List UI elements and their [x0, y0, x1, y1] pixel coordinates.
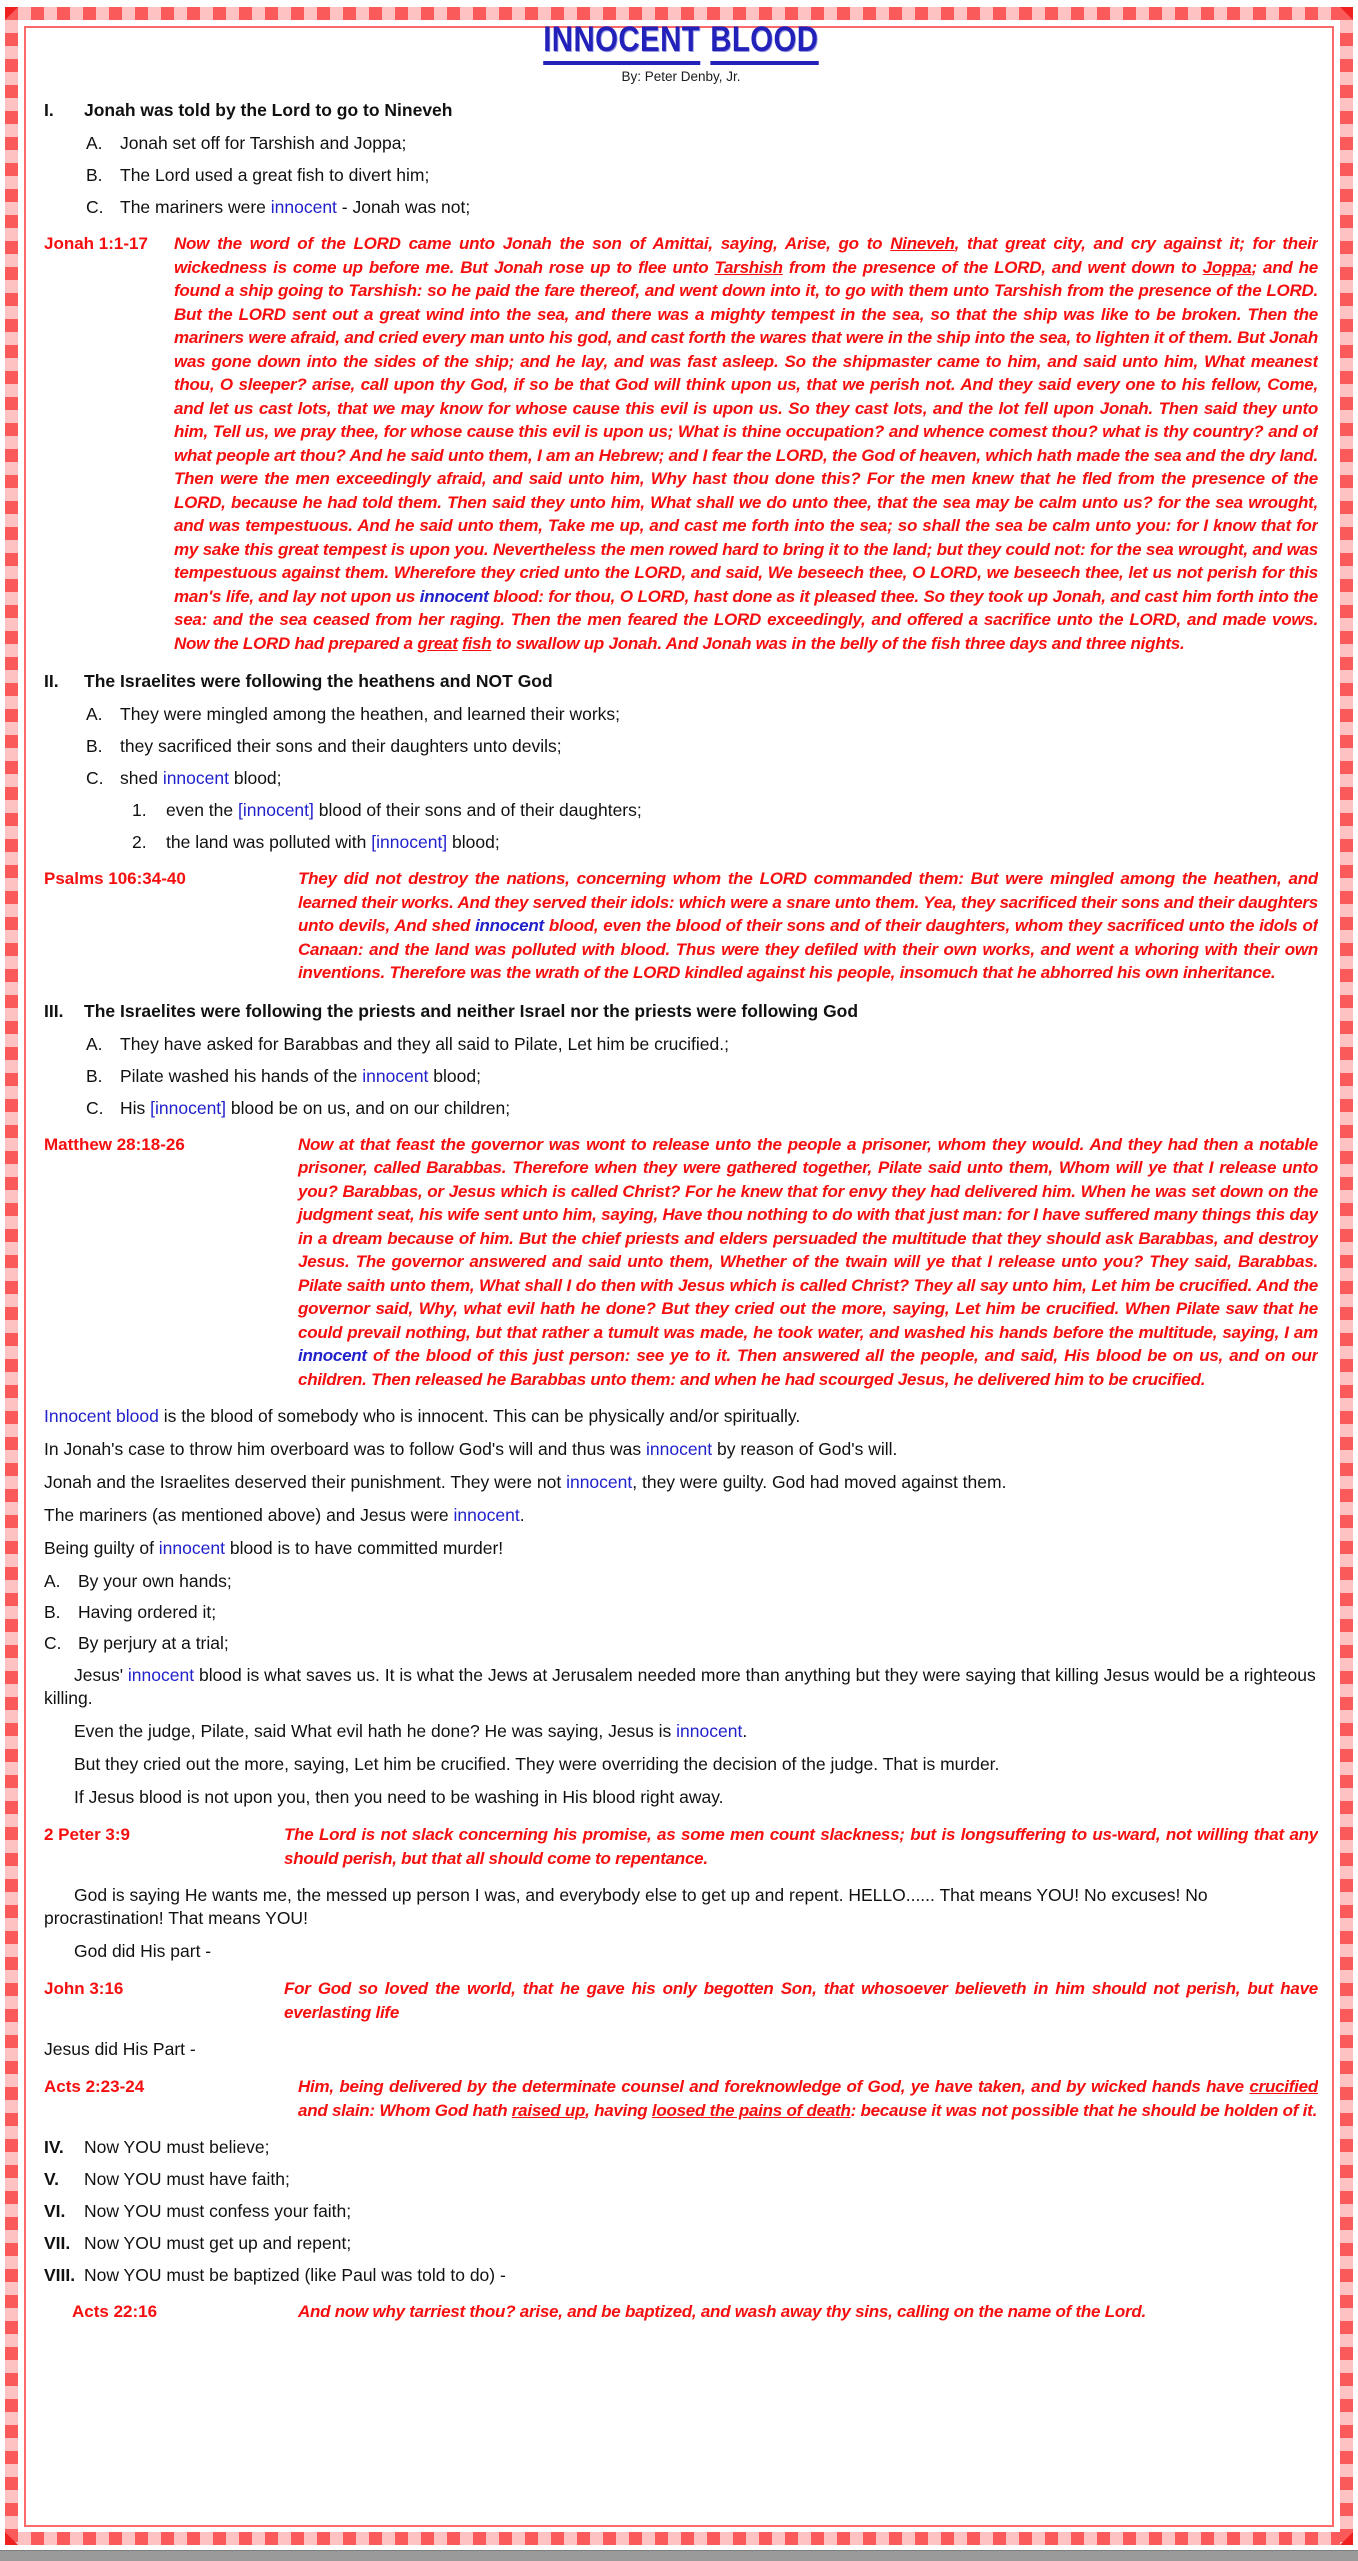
border-right-checker [1340, 7, 1353, 2545]
scripture-text: They did not destroy the nations, concerning whom the LORD commanded them: But were mingled among the heathen, and learned their works. And they served their idols: which were a snare unto them. Yea, they sacrificed their sons and their daughters unto devils, And shed innocent blood, even the blood of their sons and of their daughters, whom they sacrificed unto the idols of Canaan: and the land was polluted with blood. Thus were they defiled with their own works, and went a whoring with their own inventions. Therefore was the wrath of the LORD kindled against his people, insomuch that he abhorred his own inheritance. [298, 869, 1318, 982]
scripture-reference: 2 Peter 3:9 [44, 1825, 130, 1844]
scripture-quote-matthew [44, 1133, 1318, 1392]
section-3-heading [44, 1000, 1318, 1022]
highlight-innocent: [innocent] [371, 832, 448, 852]
section-8-text: Now YOU must be baptized (like Paul was told to do) - [84, 2265, 506, 2285]
scripture-quote-john [44, 1977, 1318, 2024]
scripture-text: And now why tarriest thou? arise, and be baptized, and wash away thy sins, calling on the name of the Lord. [298, 2302, 1146, 2321]
scripture-text: Him, being delivered by the determinate counsel and foreknowledge of God, ye have taken, and by wicked hands have crucified and slain: Whom God hath raised up, having loosed the pains of death: because it was not possible that he should be holden of it. [298, 2077, 1318, 2120]
border-left-checker [5, 7, 18, 2545]
list-item [86, 1065, 1318, 1087]
scripture-quote-acts2 [44, 2075, 1318, 2122]
highlight-innocent: innocent [298, 1346, 367, 1365]
paragraph: But they cried out the more, saying, Let him be crucified. They were overriding the decision of the judge. That is murder. [74, 1754, 1000, 1774]
highlight-innocent: [innocent] [238, 800, 314, 820]
scripture-text: The Lord is not slack concerning his promise, as some men count slackness; but is longsuffering to us-ward, not willing that any should perish, but that all should come to repentance. [284, 1825, 1318, 1868]
scripture-text: For God so loved the world, that he gave his only begotten Son, that whosoever believeth in him should not perish, but have everlasting life [284, 1979, 1318, 2022]
item-letter: B. [44, 1602, 61, 1622]
section-2-heading-text: The Israelites were following the heathens and NOT God [84, 671, 553, 691]
scripture-quote-peter [44, 1823, 1318, 1870]
highlight-innocent-blood: Innocent blood [44, 1406, 159, 1426]
list-item [86, 132, 1318, 154]
list-subitem [132, 831, 1318, 853]
paragraph: Being guilty of innocent blood is to have committed murder! [44, 1538, 504, 1558]
highlight-innocent: innocent [362, 1065, 429, 1086]
section-3-heading-text: The Israelites were following the priests and neither Israel nor the priests were following God [84, 1000, 859, 1021]
section-1-numeral: I. [44, 100, 54, 120]
section-1-heading [44, 99, 1318, 121]
list-item [86, 703, 1318, 725]
highlight-innocent: innocent [162, 768, 229, 788]
title-word-2: BLOOD [710, 20, 818, 65]
scripture-reference: Acts 2:23-24 [44, 2077, 145, 2096]
murder-list-item [44, 1632, 1318, 1654]
subitem-text: the land was polluted with [innocent] blood; [166, 832, 500, 852]
item-letter: B. [86, 736, 103, 756]
section-8-heading [44, 2264, 1318, 2286]
section-5-numeral: V. [44, 2169, 59, 2189]
section-4-text: Now YOU must believe; [84, 2137, 270, 2157]
list-subitem [132, 799, 1318, 821]
item-text: His [innocent] blood be on us, and on our children; [120, 1097, 511, 1118]
section-5-text: Now YOU must have faith; [84, 2169, 290, 2189]
paragraph: In Jonah's case to throw him overboard was to follow God's will and thus was innocent by reason of God's will. [44, 1439, 898, 1459]
paragraph: The mariners (as mentioned above) and Jesus were innocent. [44, 1505, 525, 1525]
item-letter: C. [44, 1633, 62, 1653]
title-word-1: INNOCENT [543, 20, 700, 65]
highlight-innocent: innocent [676, 1721, 743, 1741]
item-text: By perjury at a trial; [78, 1633, 229, 1653]
highlight-innocent: innocent [419, 586, 489, 606]
item-text: Pilate washed his hands of the innocent blood; [120, 1065, 481, 1086]
section-2-numeral: II. [44, 671, 59, 691]
murder-list-item [44, 1570, 1318, 1592]
list-item [86, 767, 1318, 789]
section-7-heading [44, 2232, 1318, 2254]
section-7-text: Now YOU must get up and repent; [84, 2233, 352, 2253]
border-bottom-checker [5, 2532, 1353, 2545]
border-corner-bottom-left [5, 2532, 18, 2545]
section-8-numeral: VIII. [44, 2265, 76, 2285]
item-text: Having ordered it; [78, 1602, 217, 1622]
list-item [86, 735, 1318, 757]
section-6-text: Now YOU must confess your faith; [84, 2201, 352, 2221]
page-title [44, 20, 1318, 60]
item-letter: A. [86, 133, 103, 153]
border-corner-bottom-right [1340, 2532, 1353, 2545]
paragraph: Even the judge, Pilate, said What evil hath he done? He was saying, Jesus is innocent. [74, 1721, 748, 1741]
item-text: The mariners were innocent - Jonah was not; [120, 197, 471, 217]
list-item [86, 196, 1318, 218]
item-letter: C. [86, 768, 104, 788]
page-bottom-edge [0, 2550, 1358, 2561]
scripture-reference: John 3:16 [44, 1979, 124, 1998]
section-2-heading [44, 670, 1318, 692]
scripture-quote-jonah [44, 232, 1318, 655]
highlight-innocent: innocent [158, 1538, 225, 1558]
highlight-innocent: [innocent] [150, 1097, 227, 1118]
highlight-innocent: innocent [566, 1472, 633, 1492]
item-letter: B. [86, 1065, 103, 1086]
item-letter: C. [86, 197, 104, 217]
item-text: they sacrificed their sons and their daughters unto devils; [120, 736, 562, 756]
item-letter: A. [86, 1033, 103, 1054]
paragraph: Jesus' innocent blood is what saves us. It is what the Jews at Jerusalem needed more than anything but they were saying that killing Jesus would be a righteous killing. [44, 1665, 1316, 1708]
scripture-reference: Acts 22:16 [72, 2302, 158, 2321]
item-letter: C. [86, 1097, 104, 1118]
paragraph: God is saying He wants me, the messed up person I was, and everybody else to get up and repent. HELLO...... That means YOU! No excuses! No procrastination! That means YOU! [44, 1885, 1208, 1928]
highlight-innocent: innocent [270, 197, 337, 217]
scripture-reference: Psalms 106:34-40 [44, 869, 186, 888]
scripture-quote-acts22 [72, 2300, 1318, 2324]
list-item [86, 164, 1318, 186]
scripture-text: Now at that feast the governor was wont to release unto the people a prisoner, whom they would. And they had then a notable prisoner, called Barabbas. Therefore when they were gathered together, Pilate said unto them, Whom will ye that I release unto you? Barabbas, or Jesus which is called Christ? For he knew that for envy they had delivered him. When he was set down on the judgment seat, his wife sent unto him, saying, Have thou nothing to do with that just man: for I have suffered many things this day in a dream because of him. But the chief priests and elders persuaded the multitude that they should ask Barabbas, and destroy Jesus. The governor answered and said unto them, Whether of the twain will ye that I release unto you? They said, Barabbas. Pilate saith unto them, What shall I do then with Jesus which is called Christ? They all say unto him, Let him be crucified. And the governor said, Why, what evil hath he done? But they cried out the more, saying, Let him be crucified. When Pilate saw that he could prevail nothing, but that rather a tumult was made, he took water, and washed his hands before the multitude, saying, I am innocent of the blood of this just person: see ye to it. Then answered all the people, and said, His blood be on us, and on our children. Then released he Barabbas unto them: and when he had scourged Jesus, he delivered him to be crucified. [298, 1134, 1318, 1389]
subitem-number: 2. [132, 832, 147, 852]
item-letter: A. [44, 1571, 61, 1591]
section-3-numeral: III. [44, 1000, 64, 1021]
item-text: shed innocent blood; [120, 768, 282, 788]
border-corner-top-right [1340, 7, 1353, 20]
highlight-innocent: innocent [645, 1439, 713, 1459]
section-4-numeral: IV. [44, 2137, 64, 2157]
subitem-number: 1. [132, 800, 147, 820]
item-text: Jonah set off for Tarshish and Joppa; [120, 133, 407, 153]
byline: By: Peter Denby, Jr. [621, 69, 741, 84]
paragraph: If Jesus blood is not upon you, then you need to be washing in His blood right away. [74, 1787, 724, 1807]
item-text: The Lord used a great fish to divert him; [120, 165, 430, 185]
highlight-innocent: innocent [127, 1665, 195, 1685]
paragraph: God did His part - [74, 1941, 212, 1961]
paragraph: Innocent blood is the blood of somebody who is innocent. This can be physically and/or spiritually. [44, 1406, 801, 1426]
section-7-numeral: VII. [44, 2233, 71, 2253]
item-letter: A. [86, 704, 103, 724]
border-corner-top-left [5, 7, 18, 20]
subitem-text: even the [innocent] blood of their sons and of their daughters; [166, 800, 642, 820]
paragraph: Jesus did His Part - [44, 2039, 196, 2059]
document-content [44, 16, 1318, 2521]
section-6-numeral: VI. [44, 2201, 66, 2221]
highlight-innocent: innocent [453, 1505, 520, 1525]
section-4-heading [44, 2136, 1318, 2158]
item-text: They have asked for Barabbas and they all said to Pilate, Let him be crucified.; [120, 1033, 729, 1054]
highlight-innocent: innocent [475, 916, 544, 935]
item-text: By your own hands; [78, 1571, 232, 1591]
list-item [86, 1097, 1318, 1119]
section-5-heading [44, 2168, 1318, 2190]
item-text: They were mingled among the heathen, and learned their works; [120, 704, 621, 724]
scripture-quote-psalms [44, 867, 1318, 985]
paragraph: Jonah and the Israelites deserved their punishment. They were not innocent, they were guilty. God had moved against them. [44, 1472, 1007, 1492]
list-item [86, 1033, 1318, 1055]
section-1-heading-text: Jonah was told by the Lord to go to Nineveh [84, 100, 453, 120]
section-6-heading [44, 2200, 1318, 2222]
item-letter: B. [86, 165, 103, 185]
scripture-reference: Jonah 1:1-17 [44, 234, 148, 253]
scripture-text: Now the word of the LORD came unto Jonah the son of Amittai, saying, Arise, go to Nineveh, that great city, and cry against it; for their wickedness is come up before me. But Jonah rose up to flee unto Tarshish from the presence of the LORD, and went down to Joppa; and he found a ship going to Tarshish: so he paid the fare thereof, and went down into it, to go with them unto Tarshish from the presence of the LORD. But the LORD sent out a great wind into the sea, and there was a mighty tempest in the sea, so that the ship was like to be broken. Then the mariners were afraid, and cried every man unto his god, and cast forth the wares that were in the ship into the sea, to lighten it of them. But Jonah was gone down into the sides of the ship; and he lay, and was fast asleep. So the shipmaster came to him, and said unto him, What meanest thou, O sleeper? arise, call upon thy God, if so be that God will think upon us, that we perish not. And they said every one to his fellow, Come, and let us cast lots, that we may know for whose cause this evil is upon us. So they cast lots, and the lot fell upon Jonah. Then said they unto him, Tell us, we pray thee, for whose cause this evil is upon us; What is thine occupation? and whence comest thou? what is thy country? and of what people art thou? And he said unto them, I am an Hebrew; and I fear the LORD, the God of heaven, which hath made the sea and the dry land. Then were the men exceedingly afraid, and said unto him, Why hast thou done this? For the men knew that he fled from the presence of the LORD, because he had told them. Then said they unto him, What shall we do unto thee, that the sea may be calm unto us? for the sea wrought, and was tempestuous. And he said unto them, Take me up, and cast me forth into the sea; so shall the sea be calm unto you: for I know that for my sake this great tempest is upon you. Nevertheless the men rowed hard to bring it to the land; but they could not: for the sea wrought, and was tempestuous against them. Wherefore they cried unto the LORD, and said, We beseech thee, O LORD, we beseech thee, let us not perish for this man's life, and lay not upon us innocent blood: for thou, O LORD, hast done as it pleased thee. So they took up Jonah, and cast him forth into the sea: and the sea ceased from her raging. Then the men feared the LORD exceedingly, and offered a sacrifice unto the LORD, and made vows. Now the LORD had prepared a great fish to swallow up Jonah. And Jonah was in the belly of the fish three days and three nights. [174, 234, 1318, 653]
murder-list-item [44, 1601, 1318, 1623]
scripture-reference: Matthew 28:18-26 [44, 1134, 185, 1154]
